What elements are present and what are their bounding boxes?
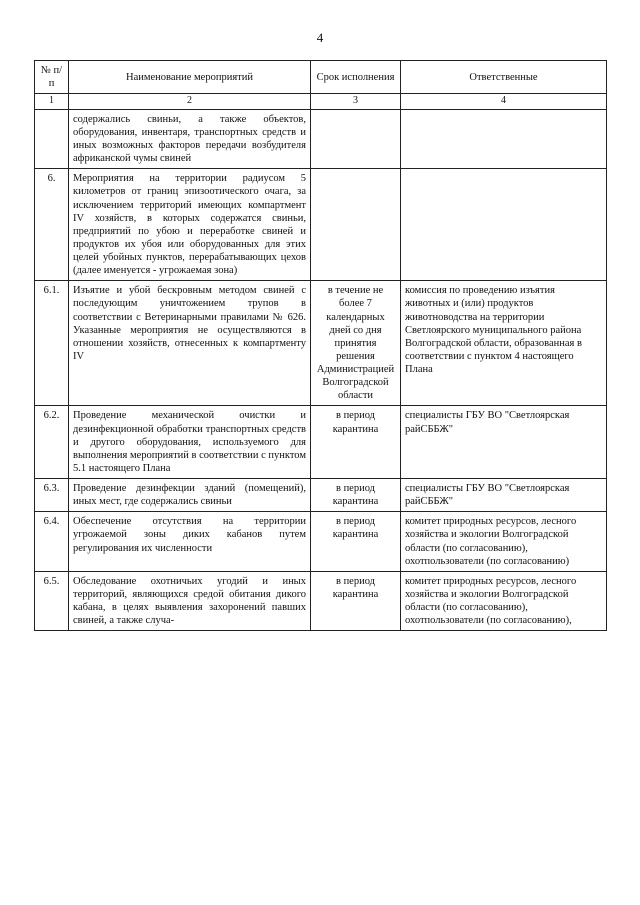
measure-responsible: комитет природных ресурсов, лесного хозяйства и экологии Волгоградской области (по согласованию), охотпользователи (по согласованию) <box>401 512 607 572</box>
measure-term: в период карантина <box>311 406 401 479</box>
row-number: 6.3. <box>35 479 69 512</box>
row-number <box>35 109 69 169</box>
column-number: 2 <box>69 94 311 110</box>
row-number: 6.2. <box>35 406 69 479</box>
measure-name: Мероприятия на территории радиусом 5 километров от границ эпизоотического очага, за исключением территорий имеющих компартмент IV хозяйств, в которых содержатся свиньи, предприятий по убою и переработке свиней и продуктов их убоя или оборудованных для этих целей убойных пунктов, перерабатывающих цехов (далее именуется - угрожаемая зона) <box>69 169 311 281</box>
measure-responsible: комиссия по проведению изъятия животных и (или) продуктов животноводства на территории Светлоярского муниципального района Волгоградской области, образованная в соответствии с пунктом 4 настоящего Плана <box>401 281 607 406</box>
column-number: 1 <box>35 94 69 110</box>
row-number: 6.5. <box>35 571 69 631</box>
measures-table <box>34 60 607 631</box>
row-number: 6.1. <box>35 281 69 406</box>
table-row <box>35 406 607 479</box>
header-number: № п/п <box>35 61 69 94</box>
table-row <box>35 169 607 281</box>
column-number: 3 <box>311 94 401 110</box>
measure-name: Проведение дезинфекции зданий (помещений), иных мест, где содержались свиньи <box>69 479 311 512</box>
measure-name: Обследование охотничьих угодий и иных территорий, являющихся средой обитания дикого кабана, в целях выявления захоронений павших свиней, а также случа- <box>69 571 311 631</box>
measure-responsible: специалисты ГБУ ВО "Светлоярская райСББЖ" <box>401 479 607 512</box>
measure-name: Изъятие и убой бескровным методом свиней с последующим уничтожением трупов в соответствии с Ветеринарными правилами № 626. Указанные мероприятия не осуществляются в отношении хозяйств, отнесенных к компартменту IV <box>69 281 311 406</box>
table-row <box>35 281 607 406</box>
measure-responsible: комитет природных ресурсов, лесного хозяйства и экологии Волгоградской области (по согласованию), охотпользователи (по согласованию), <box>401 571 607 631</box>
table-row <box>35 479 607 512</box>
row-number: 6.4. <box>35 512 69 572</box>
measure-term: в период карантина <box>311 512 401 572</box>
table-header-row <box>35 61 607 94</box>
header-responsible: Ответственные <box>401 61 607 94</box>
table-row <box>35 109 607 169</box>
measure-responsible <box>401 109 607 169</box>
header-measure-name: Наименование мероприятий <box>69 61 311 94</box>
measure-term <box>311 109 401 169</box>
measure-responsible <box>401 169 607 281</box>
column-number: 4 <box>401 94 607 110</box>
measure-name: Обеспечение отсутствия на территории угрожаемой зоны диких кабанов путем регулирования их численности <box>69 512 311 572</box>
row-number: 6. <box>35 169 69 281</box>
measure-name: содержались свиньи, а также объектов, оборудования, инвентаря, транспортных средств и иных возможных факторов передачи возбудителя африканской чумы свиней <box>69 109 311 169</box>
header-term: Срок исполнения <box>311 61 401 94</box>
table-row <box>35 512 607 572</box>
page-number: 4 <box>316 30 324 45</box>
measure-term <box>311 169 401 281</box>
column-number-row <box>35 94 607 110</box>
table-row <box>35 571 607 631</box>
measure-term: в период карантина <box>311 479 401 512</box>
measure-responsible: специалисты ГБУ ВО "Светлоярская райСББЖ" <box>401 406 607 479</box>
measure-term: в период карантина <box>311 571 401 631</box>
measure-name: Проведение механической очистки и дезинфекционной обработки транспортных средств и другого оборудования, используемого для выполнения мероприятий в соответствии с пунктом 5.1 настоящего Плана <box>69 406 311 479</box>
measure-term: в течение не более 7 календарных дней со дня принятия решения Администрацией Волгоградской области <box>311 281 401 406</box>
